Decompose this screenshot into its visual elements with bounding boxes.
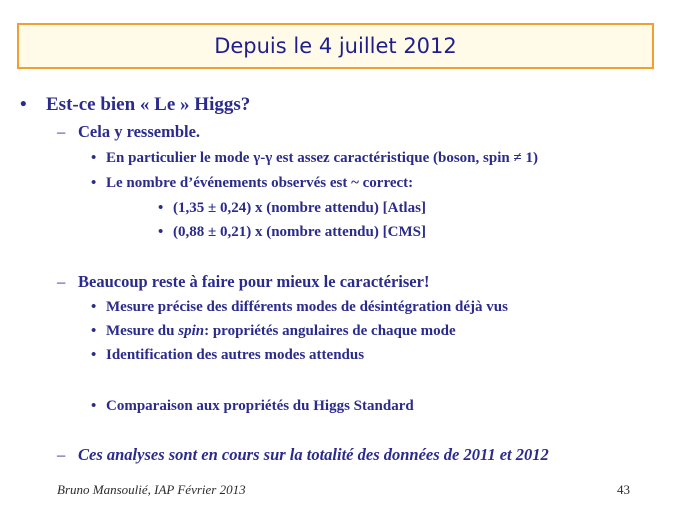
sub-item: [57, 122, 201, 142]
text-part: : propriétés angulaires de chaque mode: [204, 323, 456, 339]
detail-item-text: (1,35 ± 0,24) x (nombre attendu) [Atlas]: [173, 200, 426, 216]
sub-sub-item: [91, 347, 365, 364]
sub-item: [57, 445, 549, 465]
sub-sub-item-text: Le nombre d’événements observés est ~ correct:: [106, 175, 414, 191]
text-part: Mesure du: [106, 323, 179, 339]
sub-sub-item: [91, 150, 538, 167]
dash-icon: –: [57, 445, 66, 464]
dash-icon: –: [57, 122, 66, 141]
sub-sub-item-text: Comparaison aux propriétés du Higgs Standard: [106, 398, 414, 414]
bullet-icon: •: [158, 224, 164, 240]
footer-author: Bruno Mansoulié, IAP Février 2013: [57, 482, 246, 497]
bullet-icon: •: [91, 398, 97, 414]
bullet-icon: •: [158, 200, 164, 216]
bullet-icon: •: [91, 347, 97, 363]
sub-sub-item: [91, 323, 456, 340]
bullet-icon: •: [91, 175, 97, 191]
sub-sub-item: [91, 299, 508, 316]
bullet-text: Est-ce bien « Le » Higgs?: [46, 94, 251, 115]
sub-item-text: Beaucoup reste à faire pour mieux le caractériser!: [78, 272, 430, 291]
sub-sub-item-text: Identification des autres modes attendus: [106, 347, 365, 363]
page-number: 43: [617, 482, 630, 497]
spin-italic-text: spin: [178, 323, 205, 339]
detail-item: [158, 224, 426, 241]
sub-sub-item: [91, 398, 414, 415]
sub-sub-item-text: [106, 323, 456, 340]
sub-sub-item: [91, 175, 414, 192]
detail-item: [158, 200, 426, 217]
sub-sub-item-text: En particulier le mode γ-γ est assez caractéristique (boson, spin ≠ 1): [106, 150, 538, 166]
bullet-icon: •: [20, 94, 27, 115]
bullet-icon: •: [91, 323, 97, 339]
title-box: [17, 23, 654, 69]
dash-icon: –: [57, 272, 66, 291]
slide-title: Depuis le 4 juillet 2012: [214, 34, 457, 58]
sub-item-text: Ces analyses sont en cours sur la totalité des données de 2011 et 2012: [78, 445, 549, 464]
detail-item-text: (0,88 ± 0,21) x (nombre attendu) [CMS]: [173, 224, 426, 240]
bullet-icon: •: [91, 299, 97, 315]
bullet-item: [20, 94, 251, 116]
sub-sub-item-text: Mesure précise des différents modes de désintégration déjà vus: [106, 299, 508, 315]
sub-item-text: Cela y ressemble.: [78, 122, 201, 141]
sub-item: [57, 272, 430, 292]
bullet-icon: •: [91, 150, 97, 166]
